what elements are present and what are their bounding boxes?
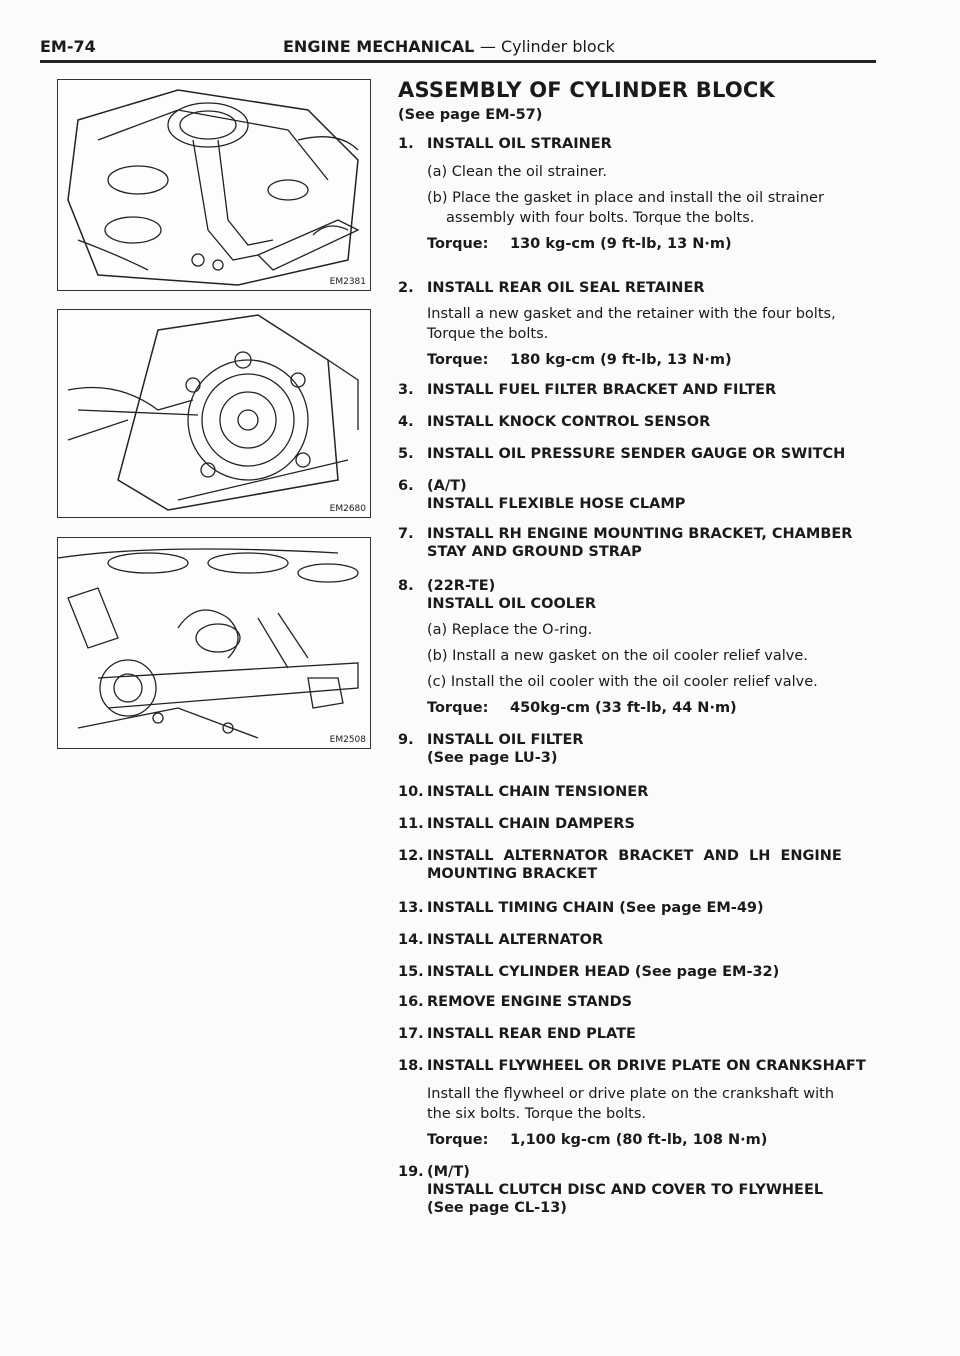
step-heading: INSTALL CHAIN DAMPERS — [427, 816, 635, 832]
see-page-ref: (See page EM-57) — [398, 107, 543, 123]
step-qualifier: (A/T) — [427, 478, 467, 494]
step-number: 5. — [398, 446, 414, 462]
step-heading: INSTALL FLEXIBLE HOSE CLAMP — [427, 496, 686, 512]
step-number: 10. — [398, 784, 424, 800]
figure-oil-strainer — [57, 79, 371, 291]
step-18-text-cont: the six bolts. Torque the bolts. — [427, 1106, 646, 1122]
figure-oil-seal-retainer — [57, 309, 371, 518]
step-qualifier: (22R-TE) — [427, 578, 496, 594]
step-heading: INSTALL FUEL FILTER BRACKET AND FILTER — [427, 382, 777, 398]
step-number: 11. — [398, 816, 424, 832]
step-heading: REMOVE ENGINE STANDS — [427, 994, 633, 1010]
step-2-text-cont: Torque the bolts. — [427, 326, 549, 342]
torque-value: 450kg-cm (33 ft-lb, 44 N·m) — [510, 700, 737, 716]
step-heading: INSTALL CHAIN TENSIONER — [427, 784, 649, 800]
step-number: 4. — [398, 414, 414, 430]
step-heading: INSTALL TIMING CHAIN (See page EM-49) — [427, 900, 764, 916]
step-1-b: (b) Place the gasket in place and install the oil strainer — [427, 190, 824, 206]
see-page-ref: (See page CL-13) — [427, 1200, 567, 1216]
seal-retainer-illustration — [58, 310, 370, 517]
step-2-text: Install a new gasket and the retainer with the four bolts, — [427, 306, 836, 322]
step-number: 14. — [398, 932, 424, 948]
step-8-b: (b) Install a new gasket on the oil cooler relief valve. — [427, 648, 808, 664]
step-heading: INSTALL KNOCK CONTROL SENSOR — [427, 414, 711, 430]
subsection-name: — Cylinder block — [479, 37, 615, 56]
step-8-a: (a) Replace the O-ring. — [427, 622, 593, 638]
page-title: ASSEMBLY OF CYLINDER BLOCK — [398, 78, 775, 102]
step-number: 1. — [398, 136, 414, 152]
step-number: 8. — [398, 578, 414, 594]
step-heading: INSTALL OIL COOLER — [427, 596, 597, 612]
step-heading: INSTALL ALTERNATOR BRACKET AND LH ENGINE — [427, 848, 842, 864]
figure-code: EM2381 — [329, 277, 366, 287]
step-number: 7. — [398, 526, 414, 542]
section-name: ENGINE MECHANICAL — [283, 37, 475, 56]
step-8-c: (c) Install the oil cooler with the oil cooler relief valve. — [427, 674, 818, 690]
torque-label: Torque: — [427, 1132, 489, 1148]
step-number: 12. — [398, 848, 424, 864]
oil-strainer-illustration — [58, 80, 370, 290]
section-title — [283, 37, 615, 56]
figure-code: EM2508 — [329, 735, 366, 745]
step-number: 19. — [398, 1164, 424, 1180]
header-rule — [40, 60, 876, 63]
step-heading: INSTALL FLYWHEEL OR DRIVE PLATE ON CRANKSHAFT — [427, 1058, 866, 1074]
torque-label: Torque: — [427, 352, 489, 368]
see-page-ref: (See page LU-3) — [427, 750, 558, 766]
step-heading: INSTALL CYLINDER HEAD (See page EM-32) — [427, 964, 780, 980]
step-heading: INSTALL ALTERNATOR — [427, 932, 604, 948]
figure-code: EM2680 — [329, 504, 366, 514]
step-heading: INSTALL OIL STRAINER — [427, 136, 612, 152]
step-18-text: Install the flywheel or drive plate on the crankshaft with — [427, 1086, 835, 1102]
torque-label: Torque: — [427, 700, 489, 716]
step-heading: INSTALL OIL PRESSURE SENDER GAUGE OR SWITCH — [427, 446, 846, 462]
oil-cooler-illustration — [58, 538, 370, 748]
step-heading-cont: MOUNTING BRACKET — [427, 866, 598, 882]
step-heading: INSTALL REAR OIL SEAL RETAINER — [427, 280, 705, 296]
step-number: 16. — [398, 994, 424, 1010]
step-heading: INSTALL OIL FILTER — [427, 732, 584, 748]
step-1-a: (a) Clean the oil strainer. — [427, 164, 607, 180]
step-number: 18. — [398, 1058, 424, 1074]
torque-value: 180 kg-cm (9 ft-lb, 13 N·m) — [510, 352, 732, 368]
page-code: EM-74 — [40, 37, 96, 56]
step-number: 13. — [398, 900, 424, 916]
torque-label: Torque: — [427, 236, 489, 252]
step-qualifier: (M/T) — [427, 1164, 470, 1180]
step-number: 2. — [398, 280, 414, 296]
step-number: 15. — [398, 964, 424, 980]
step-number: 3. — [398, 382, 414, 398]
step-heading: INSTALL CLUTCH DISC AND COVER TO FLYWHEEL — [427, 1182, 824, 1198]
step-number: 17. — [398, 1026, 424, 1042]
step-number: 9. — [398, 732, 414, 748]
torque-value: 1,100 kg-cm (80 ft-lb, 108 N·m) — [510, 1132, 768, 1148]
step-heading-cont: STAY AND GROUND STRAP — [427, 544, 642, 560]
torque-value: 130 kg-cm (9 ft-lb, 13 N·m) — [510, 236, 732, 252]
step-heading: INSTALL RH ENGINE MOUNTING BRACKET, CHAMBER — [427, 526, 853, 542]
figure-oil-cooler — [57, 537, 371, 749]
step-1-b-cont: assembly with four bolts. Torque the bolts. — [446, 210, 755, 226]
step-number: 6. — [398, 478, 414, 494]
step-heading: INSTALL REAR END PLATE — [427, 1026, 636, 1042]
